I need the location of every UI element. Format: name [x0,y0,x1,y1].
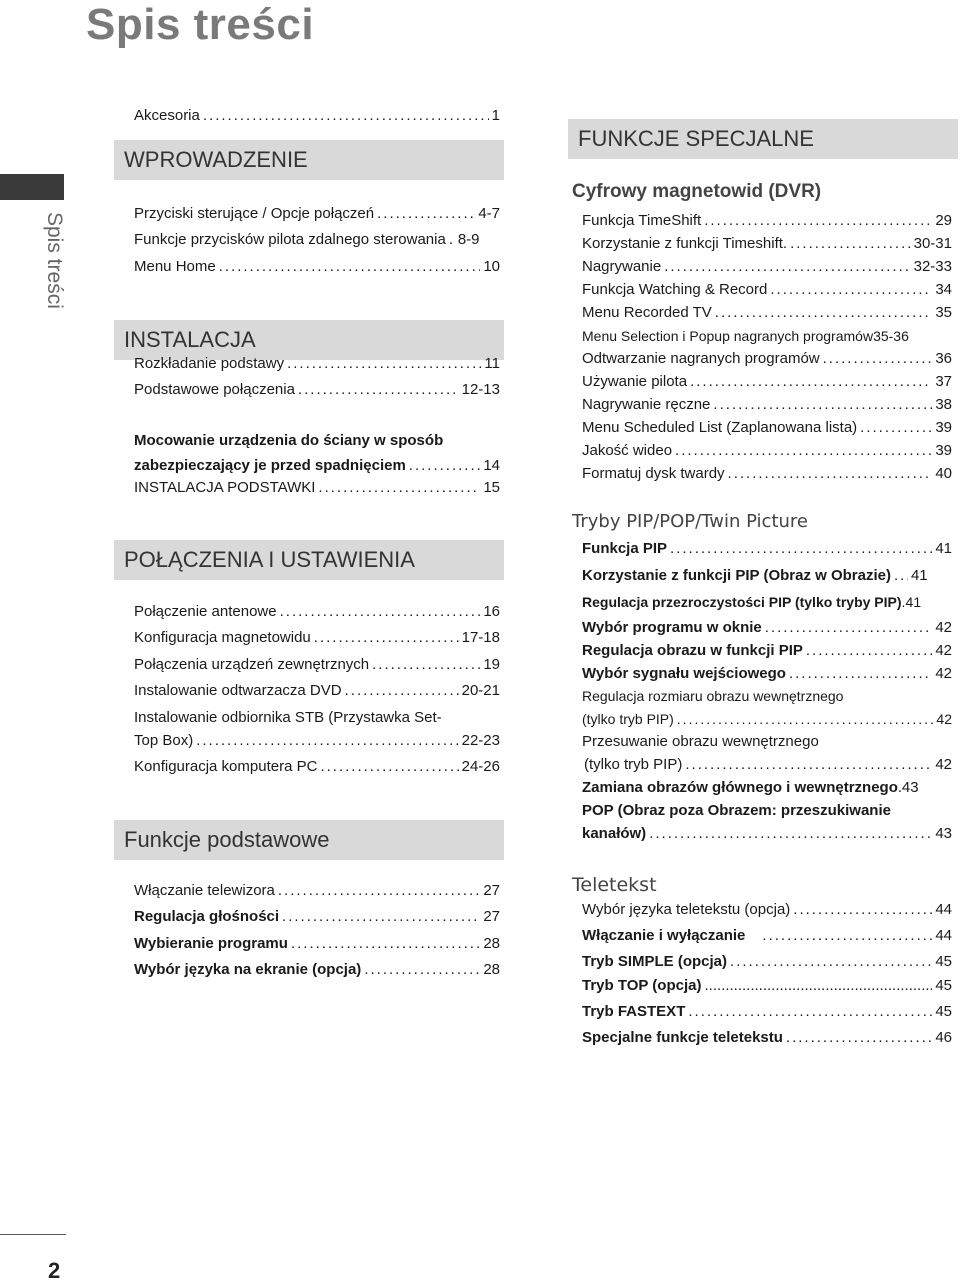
toc-entry-title: POP (Obraz poza Obrazem: przeszukiwanie [582,802,891,819]
footer-rule [0,1234,66,1235]
toc-entry[interactable] [582,464,952,484]
toc-entry-title: Tryb SIMPLE (opcja) [582,953,728,970]
toc-entry-page: 41 [910,567,928,584]
toc-entry[interactable] [582,592,952,612]
toc-entry-page: 12-13 [461,381,500,398]
toc-entry-page: 29 [935,212,952,229]
toc-entry-page: 1 [491,107,500,124]
subsection-heading-dvr: Cyfrowy magnetowid (DVR) [572,181,822,202]
toc-entry[interactable] [134,731,500,751]
toc-entry[interactable] [582,566,952,586]
toc-entry-title: Przesuwanie obrazu wewnętrznego [582,733,819,750]
toc-entry[interactable] [582,280,952,300]
toc-entry-title: zabezpieczający je przed spadnięciem [134,457,406,474]
toc-entry[interactable] [582,801,952,821]
toc-entry[interactable] [582,824,952,844]
toc-entry[interactable] [582,303,952,323]
toc-entry[interactable] [134,257,500,277]
toc-entry[interactable] [582,641,952,661]
toc-entry-page: 42 [935,619,952,636]
toc-entry-page: 42 [935,756,952,773]
toc-entry-title: Tryb TOP (opcja) [582,977,702,994]
toc-entry[interactable] [582,418,952,438]
toc-entry-title: Konfiguracja komputera PC [134,758,318,775]
toc-entry[interactable] [134,681,500,701]
toc-entry[interactable] [134,230,500,250]
page-number: 2 [48,1258,61,1283]
subsection-heading-pip: Tryby PIP/POP/Twin Picture [572,511,808,532]
toc-entry[interactable] [134,708,500,728]
toc-entry[interactable] [582,709,952,729]
toc-entry-page: 16 [483,603,500,620]
toc-entry-page: 38 [935,396,952,413]
toc-entry-title: Włączanie telewizora [134,882,275,899]
subsection-heading-teletext: Teletekst [572,874,657,896]
toc-entry-title: Top Box) [134,732,194,749]
toc-entry-page: 27 [483,882,500,899]
toc-entry[interactable] [134,960,500,980]
toc-entry[interactable] [134,354,500,374]
side-tab-marker [0,174,64,200]
toc-entry[interactable] [582,539,952,559]
toc-entry-page: 43 [935,825,952,842]
toc-entry-title: Wybór języka teletekstu (opcja) [582,901,791,918]
toc-entry-page: 32-33 [913,258,952,275]
toc-entry[interactable] [134,431,500,451]
toc-entry-title: Regulacja obrazu w funkcji PIP [582,642,803,659]
toc-left-column [114,0,504,1278]
toc-entry[interactable] [582,349,952,369]
toc-entry[interactable] [582,755,952,775]
toc-entry[interactable] [582,326,952,346]
toc-entry-title: Menu Selection i Popup nagranych programów [582,328,874,344]
toc-entry-page: 36 [935,350,952,367]
toc-entry-title: Rozkładanie podstawy [134,355,285,372]
toc-entry-page: 14 [483,457,500,474]
toc-entry-title: Tryb FASTEXT [582,1003,686,1020]
toc-entry-title: Regulacja głośności [134,908,280,925]
toc-entry[interactable] [582,686,952,706]
toc-entry[interactable] [582,211,952,231]
toc-entry-title: Wybieranie programu [134,935,288,952]
toc-entry[interactable] [582,618,952,638]
toc-entry-page: 45 [935,977,952,994]
toc-entry-title: Nagrywanie [582,258,662,275]
toc-entry[interactable] [134,380,500,400]
toc-entry-title: Menu Recorded TV [582,304,712,321]
toc-entry-page: 35-36 [873,328,909,344]
toc-entry-page: 42 [935,665,952,682]
toc-entry-title: Korzystanie z funkcji Timeshift. [582,235,788,252]
toc-entry-title: Specjalne funkcje teletekstu [582,1029,783,1046]
toc-entry-page: 44 [935,901,952,918]
toc-entry-page: 45 [935,953,952,970]
toc-entry-title: Przyciski sterujące / Opcje połączeń [134,205,375,222]
toc-entry-title: Wybór sygnału wejściowego [582,665,786,682]
toc-entry[interactable] [582,395,952,415]
toc-entry[interactable] [134,628,500,648]
toc-entry-page: 37 [935,373,952,390]
toc-entry-page: 4-7 [478,205,500,222]
section-header-intro: WPROWADZENIE [114,140,504,180]
page-title: Spis treści [86,0,315,49]
toc-entry[interactable] [582,1028,952,1048]
toc-entry-page: 40 [935,465,952,482]
toc-entry-title: (tylko tryb PIP) [584,756,683,773]
toc-entry[interactable] [582,900,952,920]
section-header-install: INSTALACJA [114,320,504,360]
toc-entry-page: 27 [483,908,500,925]
toc-entry-page: 20-21 [461,682,500,699]
toc-entry[interactable] [582,926,952,946]
toc-entry-title: Menu Home [134,258,216,275]
section-header-connections: POŁĄCZENIA I USTAWIENIA [114,540,504,580]
toc-entry-title: Konfiguracja magnetowidu [134,629,311,646]
toc-entry-page: 41 [935,540,952,557]
toc-entry-page: 42 [936,711,952,727]
toc-entry-title: Zamiana obrazów głównego i wewnętrznego [582,779,898,796]
section-header-basic: Funkcje podstawowe [114,820,504,860]
toc-entry-page: 34 [935,281,952,298]
toc-entry[interactable] [582,257,952,277]
toc-entry-page: 10 [483,258,500,275]
toc-entry-page: 41 [905,594,922,610]
toc-entry-page: 45 [935,1003,952,1020]
toc-entry-page: 46 [935,1029,952,1046]
toc-entry-title: Połączenia urządzeń zewnętrznych [134,656,370,673]
toc-entry[interactable] [134,934,500,954]
toc-entry-title: Regulacja przezroczystości PIP (tylko tryby PIP) [582,594,902,610]
toc-entry-title: Funkcja Watching & Record [582,281,768,298]
toc-entry-title: Używanie pilota [582,373,688,390]
toc-entry-page: 44 [935,927,952,944]
toc-entry[interactable] [134,757,500,777]
toc-entry[interactable] [582,664,952,684]
toc-entry-title: Wybór programu w oknie [582,619,762,636]
toc-entry-page: 43 [901,779,919,796]
toc-entry-page: 28 [483,961,500,978]
toc-entry-title: Formatuj dysk twardy [582,465,725,482]
toc-entry-page: 39 [935,442,952,459]
toc-entry[interactable] [134,602,500,622]
toc-right-column [568,0,958,1278]
side-label: Spis treści [43,212,66,309]
toc-entry[interactable] [582,441,952,461]
toc-entry-title: Funkcje przycisków pilota zdalnego sterowania [134,231,446,248]
toc-entry[interactable] [582,976,952,996]
toc-entry-title: INSTALACJA PODSTAWKI [134,479,316,496]
toc-entry-page: 11 [484,355,500,372]
toc-entry-title: Menu Scheduled List (Zaplanowana lista) [582,419,858,436]
toc-entry-page: 28 [483,935,500,952]
toc-entry-title: (tylko tryb PIP) [582,711,674,727]
toc-entry[interactable] [582,1002,952,1022]
toc-entry[interactable] [134,456,500,476]
toc-entry-title: Instalowanie odtwarzacza DVD [134,682,342,699]
section-header-special: FUNKCJE SPECJALNE [568,119,958,159]
toc-entry-page: 35 [935,304,952,321]
toc-entry[interactable] [582,732,952,752]
toc-entry-title: Funkcja PIP [582,540,668,557]
toc-entry-page: 19 [483,656,500,673]
toc-entry-page: 42 [935,642,952,659]
toc-entry-page: 15 [483,479,500,496]
toc-entry[interactable] [134,204,500,224]
toc-entry-title: Regulacja rozmiaru obrazu wewnętrznego [582,688,844,704]
toc-entry-page: 22-23 [461,732,500,749]
toc-entry-title: Korzystanie z funkcji PIP (Obraz w Obrazie) [582,567,891,584]
toc-entry[interactable] [582,372,952,392]
toc-entry-title: Wybór języka na ekranie (opcja) [134,961,362,978]
toc-entry[interactable] [134,907,500,927]
toc-entry-title: Podstawowe połączenia [134,381,295,398]
toc-entry-title: kanałów) [582,825,647,842]
toc-entry-title: Jakość wideo [582,442,673,459]
toc-entry[interactable] [134,478,500,498]
toc-entry[interactable] [582,778,952,798]
toc-entry-page: 24-26 [461,758,500,775]
toc-entry[interactable] [134,881,500,901]
toc-entry-page: 17-18 [461,629,500,646]
toc-entry-page: 39 [935,419,952,436]
toc-entry-accessories[interactable] [134,106,500,126]
toc-entry-title: Akcesoria [134,107,200,124]
toc-entry[interactable] [134,655,500,675]
toc-entry-title: Mocowanie urządzenia do ściany w sposób [134,432,444,449]
toc-entry[interactable] [582,952,952,972]
toc-entry-title: Połączenie antenowe [134,603,277,620]
toc-entry-title: Funkcja TimeShift [582,212,702,229]
toc-entry-page: 8-9 [457,231,480,248]
toc-entry-title: Włączanie i wyłączanie [582,927,746,944]
toc-entry[interactable] [582,234,952,254]
toc-entry-title: Odtwarzanie nagranych programów [582,350,820,367]
toc-entry-page: 30-31 [913,235,952,252]
toc-entry-title: Instalowanie odbiornika STB (Przystawka Set- [134,709,442,726]
toc-entry-title: Nagrywanie ręczne [582,396,711,413]
